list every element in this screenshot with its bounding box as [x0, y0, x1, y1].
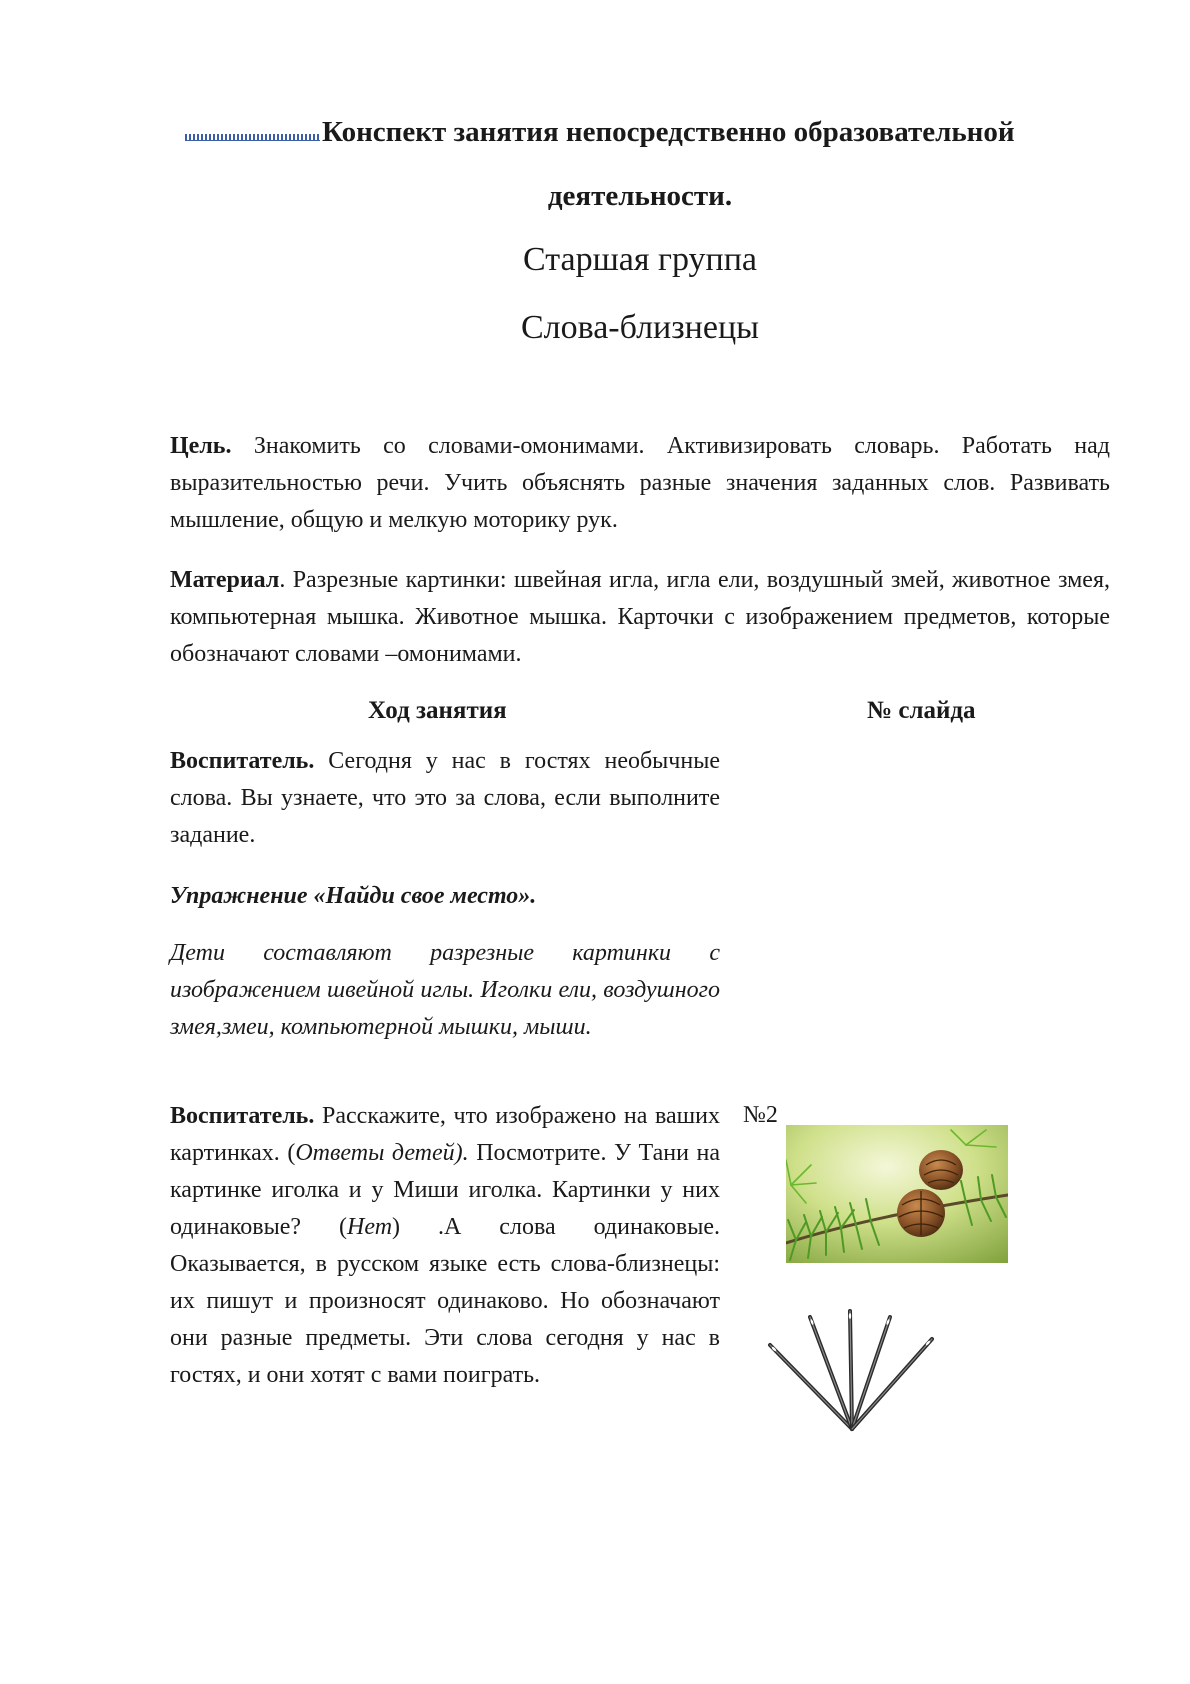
- answer-no: Нет: [347, 1214, 393, 1240]
- document-title-line-2: деятельности.: [547, 180, 733, 212]
- title-line-1: Конспект занятия непосредственно образовательной: [322, 116, 1015, 148]
- slide-number: №2: [743, 1102, 778, 1128]
- intro-speaker: Воспитатель.: [170, 748, 315, 774]
- document-title: [185, 114, 1105, 150]
- group-name: Старшая группа: [523, 241, 757, 278]
- intro-text: Сегодня у нас в гостях необычные слова. Вы узнаете, что это за слова, если выполните задание.: [170, 748, 720, 848]
- goal-label: Цель.: [170, 433, 232, 459]
- material-text: . Разрезные картинки: швейная игла, игла ели, воздушный змей, животное змея, компьютерная мышка. Животное мышка. Карточки с изображением предметов, которые обозначают словами –омонимами.: [170, 567, 1110, 667]
- exercise-description: Дети составляют разрезные картинки с изображением швейной иглы. Иголки ели, воздушного змея,змеи, компьютерной мышки, мыши.: [170, 940, 720, 1040]
- lesson-topic: Слова-близнецы: [520, 309, 760, 346]
- exercise-title: Упражнение «Найди свое место».: [170, 883, 537, 909]
- goal-paragraph: [170, 428, 1110, 539]
- column-header-lesson-flow: Ход занятия: [368, 697, 507, 724]
- material-label: Материал: [170, 567, 280, 593]
- intro-paragraph: [170, 743, 720, 854]
- larch-branch-cones-image: [786, 1125, 1008, 1263]
- column-header-slide-number: № слайда: [867, 697, 976, 724]
- dialogue-speaker: Воспитатель.: [170, 1103, 315, 1129]
- dialogue-paragraph: Воспитатель. Расскажите, что изображено на ваших картинках. (Ответы детей). Посмотрите. У Тани на картинке иголка и у Миши иголка. Картинки у них одинаковые? (Нет) .А слова одинаковые. Оказывается, в русском языке есть слова-близнецы: их пишут и произносят одинаково. Но обозначают они разные предметы. Эти слова сегодня у нас в гостях, и они хотят с вами поиграть.: [170, 1103, 721, 1388]
- goal-text: Знакомить со словами-омонимами. Активизировать словарь. Работать над выразительностью речи. Учить объяснять разные значения заданных слов. Развивать мышление, общую и мелкую моторику рук.: [170, 433, 1110, 533]
- dotted-underline-mark: [185, 134, 320, 141]
- material-paragraph: [170, 562, 1110, 673]
- children-answers: Ответы детей).: [295, 1140, 469, 1166]
- sewing-needles-image: [760, 1305, 950, 1435]
